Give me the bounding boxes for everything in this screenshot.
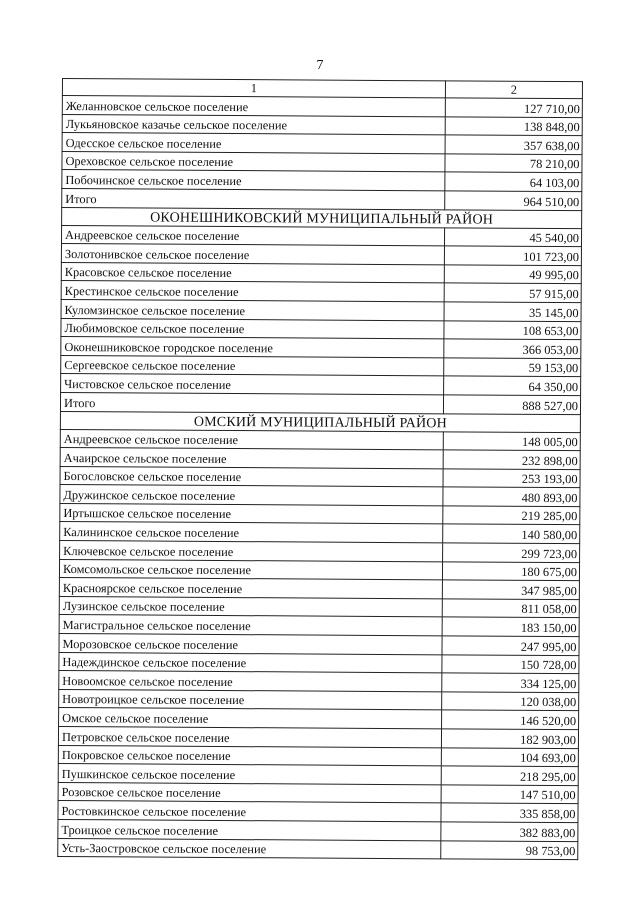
settlement-name: Андреевское сельское поселение	[60, 429, 443, 450]
table-row	[61, 225, 581, 247]
amount-value: 64 350,00	[444, 376, 581, 395]
settlement-name: Красовское сельское поселение	[61, 262, 444, 283]
table-row	[58, 745, 578, 767]
amount-value: 180 675,00	[442, 561, 579, 580]
settlement-name: Итого	[62, 188, 445, 209]
table-row	[58, 838, 578, 860]
amount-value: 357 638,00	[445, 135, 582, 154]
settlement-name: Любимовское сельское поселение	[61, 318, 444, 339]
settlement-name: Итого	[60, 392, 443, 413]
table-row	[62, 151, 582, 173]
amount-value: 183 150,00	[442, 617, 579, 636]
settlement-name: Калининское сельское поселение	[60, 522, 443, 543]
amount-value: 108 653,00	[444, 320, 581, 339]
settlement-name: Пушкинское сельское поселение	[58, 764, 441, 785]
amount-value: 148 005,00	[443, 431, 580, 450]
settlement-name: Чистовское сельское поселение	[61, 374, 444, 395]
amount-value: 182 903,00	[441, 729, 578, 748]
settlement-name: Лукьяновское казачье сельское поселение	[62, 114, 445, 135]
settlement-name: Магистральное сельское поселение	[59, 615, 442, 636]
amount-value: 59 153,00	[444, 358, 581, 377]
table-row	[58, 782, 578, 804]
settlement-name: Иртышское сельское поселение	[60, 503, 443, 524]
budget-table	[57, 78, 583, 860]
amount-value: 334 125,00	[442, 673, 579, 692]
amount-value: 146 520,00	[442, 710, 579, 729]
table-row	[59, 708, 579, 730]
table-row	[59, 652, 579, 674]
settlement-name: Усть-Заостровское сельское поселение	[58, 838, 441, 859]
amount-value: 104 693,00	[441, 747, 578, 766]
amount-value: 64 103,00	[445, 172, 582, 191]
amount-value: 147 510,00	[441, 785, 578, 804]
table-row	[60, 541, 580, 563]
amount-value: 138 848,00	[445, 116, 582, 135]
settlement-name: Троицкое сельское поселение	[58, 819, 441, 840]
settlement-name: Комсомольское сельское поселение	[59, 559, 442, 580]
amount-value: 888 527,00	[443, 395, 580, 414]
settlement-name: Одесское сельское поселение	[62, 133, 445, 154]
settlement-name: Оконешниковское городское поселение	[61, 337, 444, 358]
table-row	[59, 671, 579, 693]
table-row	[61, 299, 581, 321]
table-row	[60, 429, 580, 451]
table-row	[58, 801, 578, 823]
settlement-name: Морозовское сельское поселение	[59, 634, 442, 655]
document-body	[57, 78, 582, 860]
table-row	[58, 764, 578, 786]
settlement-name: Розовское сельское поселение	[58, 782, 441, 803]
table-row	[62, 96, 582, 118]
amount-value: 347 985,00	[442, 580, 579, 599]
amount-value: 964 510,00	[445, 191, 582, 210]
amount-value: 219 285,00	[443, 506, 580, 525]
table-row	[59, 634, 579, 656]
amount-value: 78 210,00	[445, 154, 582, 173]
table-row	[61, 355, 581, 377]
amount-value: 480 893,00	[443, 487, 580, 506]
amount-value: 335 858,00	[441, 803, 578, 822]
section-title: ОКОНЕШНИКОВСКИЙ МУНИЦИПАЛЬНЫЙ РАЙОН	[62, 207, 582, 228]
section-title: ОМСКИЙ МУНИЦИПАЛЬНЫЙ РАЙОН	[60, 411, 580, 432]
table-row	[59, 596, 579, 618]
settlement-name: Сергеевское сельское поселение	[61, 355, 444, 376]
settlement-name: Ореховское сельское поселение	[62, 151, 445, 172]
table-row	[59, 615, 579, 637]
table-row	[61, 244, 581, 266]
amount-value: 811 058,00	[442, 599, 579, 618]
amount-value: 35 145,00	[444, 302, 581, 321]
settlement-name: Ключевское сельское поселение	[60, 541, 443, 562]
column-header-1: 1	[62, 79, 445, 98]
amount-value: 140 580,00	[443, 524, 580, 543]
amount-value: 232 898,00	[443, 450, 580, 469]
amount-value: 120 038,00	[442, 692, 579, 711]
settlement-name: Ростовкинское сельское поселение	[58, 801, 441, 822]
amount-value: 299 723,00	[443, 543, 580, 562]
settlement-name: Лузинское сельское поселение	[59, 596, 442, 617]
settlement-name: Красноярское сельское поселение	[59, 578, 442, 599]
settlement-name: Куломзинское сельское поселение	[61, 299, 444, 320]
settlement-name: Надеждинское сельское поселение	[59, 652, 442, 673]
table-row	[61, 337, 581, 359]
amount-value: 101 723,00	[444, 246, 581, 265]
table-row	[61, 318, 581, 340]
table-row	[62, 133, 582, 155]
budget-table-body	[58, 79, 583, 860]
table-row	[59, 559, 579, 581]
table-row	[60, 503, 580, 525]
settlement-name: Крестинское сельское поселение	[61, 281, 444, 302]
settlement-name: Побочинское сельское поселение	[62, 170, 445, 191]
settlement-name: Желанновское сельское поселение	[62, 96, 445, 117]
settlement-name: Андреевское сельское поселение	[61, 225, 444, 246]
settlement-name: Дружинское сельское поселение	[60, 485, 443, 506]
settlement-name: Покровское сельское поселение	[58, 745, 441, 766]
table-row	[61, 262, 581, 284]
amount-value: 57 915,00	[444, 283, 581, 302]
amount-value: 98 753,00	[441, 840, 578, 859]
amount-value: 366 053,00	[444, 339, 581, 358]
column-header-2: 2	[445, 81, 582, 99]
amount-value: 49 995,00	[444, 265, 581, 284]
table-row	[62, 170, 582, 192]
table-row	[60, 522, 580, 544]
settlement-name: Ачаирское сельское поселение	[60, 448, 443, 469]
settlement-name: Новотроицкое сельское поселение	[59, 689, 442, 710]
table-row	[60, 466, 580, 488]
page-number: 7	[316, 58, 324, 73]
amount-value: 218 295,00	[441, 766, 578, 785]
table-row	[59, 689, 579, 711]
amount-value: 45 540,00	[444, 227, 581, 246]
table-row	[58, 819, 578, 841]
table-row	[62, 114, 582, 136]
table-row	[60, 485, 580, 507]
settlement-name: Петровское сельское поселение	[58, 726, 441, 747]
table-row	[60, 448, 580, 470]
table-row	[59, 578, 579, 600]
settlement-name: Омское сельское поселение	[59, 708, 442, 729]
table-row	[61, 374, 581, 396]
table-row	[61, 281, 581, 303]
settlement-name: Новоомское сельское поселение	[59, 671, 442, 692]
amount-value: 382 883,00	[441, 822, 578, 841]
amount-value: 247 995,00	[442, 636, 579, 655]
table-row	[58, 726, 578, 748]
amount-value: 253 193,00	[443, 469, 580, 488]
settlement-name: Золотонивское сельское поселение	[61, 244, 444, 265]
amount-value: 127 710,00	[445, 98, 582, 117]
amount-value: 150 728,00	[442, 654, 579, 673]
settlement-name: Богословское сельское поселение	[60, 466, 443, 487]
